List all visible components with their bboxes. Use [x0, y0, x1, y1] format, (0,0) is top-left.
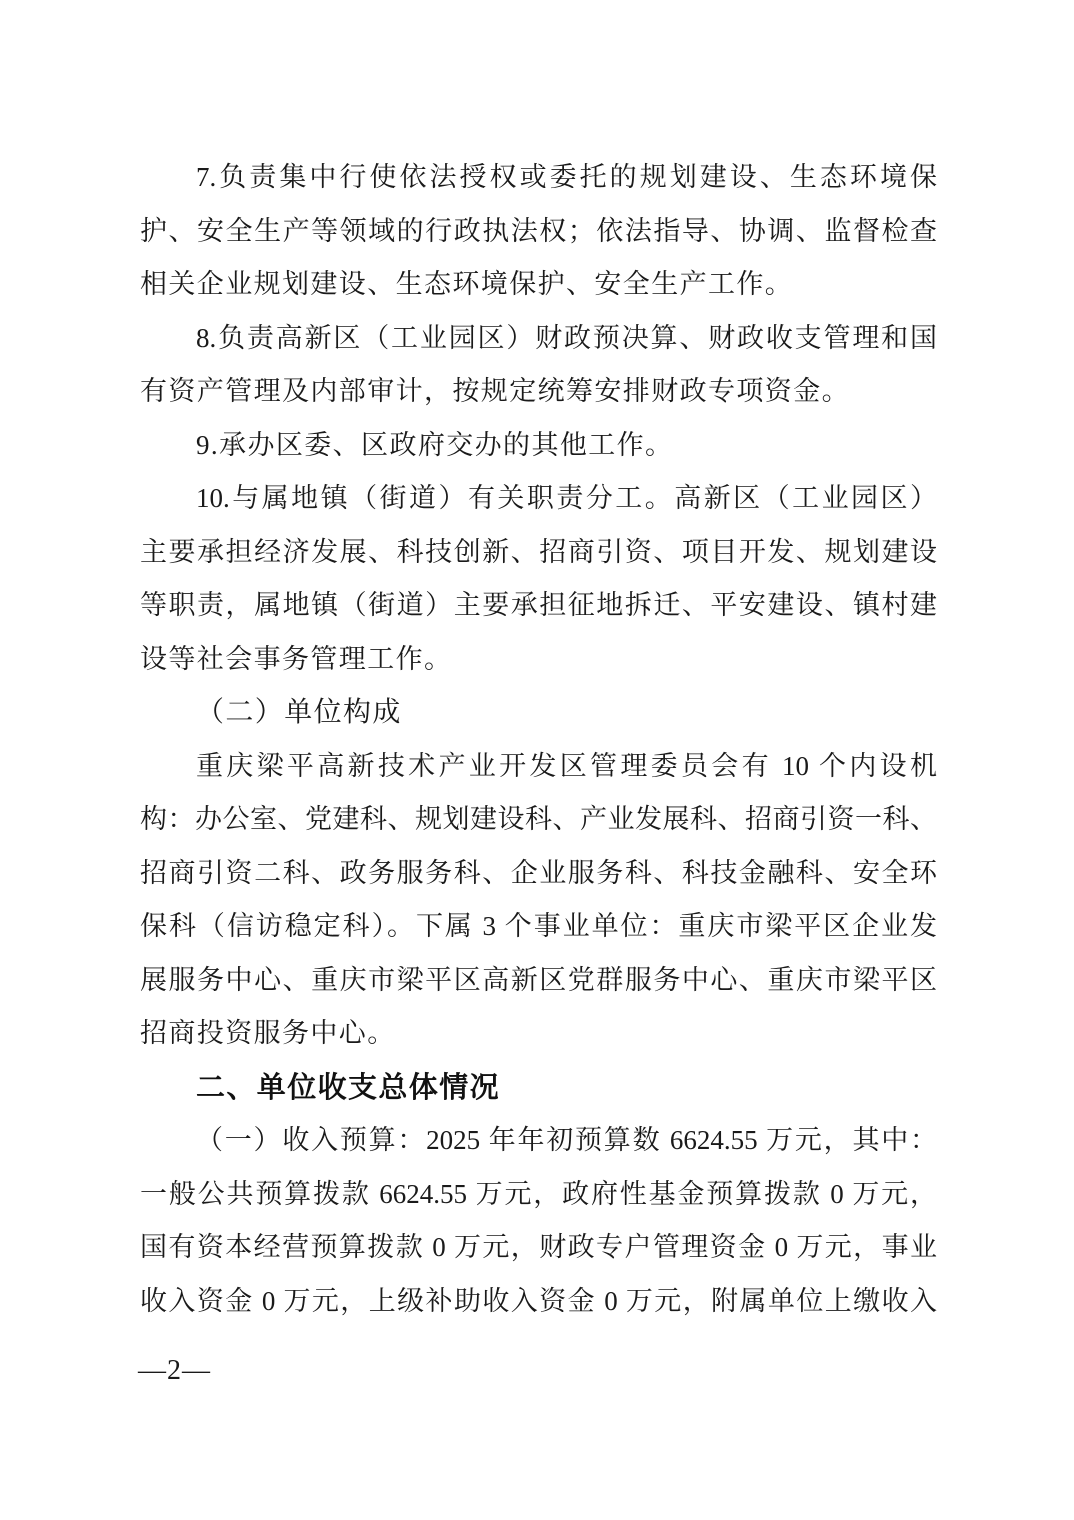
text-line: 主要承担经济发展、科技创新、招商引资、项目开发、规划建设: [140, 536, 937, 567]
text-line: 护、安全生产等领域的行政执法权；依法指导、协调、监督检查: [140, 215, 937, 246]
text-line: 9.承办区委、区政府交办的其他工作。: [196, 429, 674, 460]
text-line: 招商引资二科、政务服务科、企业服务科、科技金融科、安全环: [140, 857, 937, 888]
text-line: 8.负责高新区（工业园区）财政预决算、财政收支管理和国: [196, 322, 937, 353]
text-line: 保科（信访稳定科）。下属 3 个事业单位：重庆市梁平区企业发: [140, 911, 937, 941]
text-line: 7.负责集中行使依法授权或委托的规划建设、生态环境保: [196, 162, 937, 192]
paragraph-income-budget: [140, 1114, 937, 1328]
text-line: 相关企业规划建设、生态环境保护、安全生产工作。: [140, 269, 794, 299]
text-line: （一）收入预算：2025 年年初预算数 6624.55 万元，其中：: [196, 1125, 937, 1155]
document-body: [140, 151, 937, 1328]
text-line: 一般公共预算拨款 6624.55 万元，政府性基金预算拨款 0 万元，: [140, 1178, 937, 1209]
text-line: 收入资金 0 万元，上级补助收入资金 0 万元，附属单位上缴收入: [140, 1285, 937, 1316]
paragraph-duty-9: [140, 419, 937, 473]
text-line: 构：办公室、党建科、规划建设科、产业发展科、招商引资一科、: [140, 804, 937, 834]
text-line: 等职责，属地镇（街道）主要承担征地拆迁、平安建设、镇村建: [140, 590, 937, 620]
paragraph-unit-composition: [140, 740, 937, 1061]
paragraph-duty-10: [140, 472, 937, 686]
text-line: 国有资本经营预算拨款 0 万元，财政专户管理资金 0 万元，事业: [140, 1232, 937, 1262]
page-number: —2—: [138, 1355, 211, 1386]
section-heading: 二、单位收支总体情况: [196, 1069, 501, 1104]
text-line: 展服务中心、重庆市梁平区高新区党群服务中心、重庆市梁平区: [140, 964, 937, 995]
text-line: 10.与属地镇（街道）有关职责分工。高新区（工业园区）: [196, 483, 937, 513]
subsection-unit-composition-heading: [140, 686, 937, 740]
text-line: 有资产管理及内部审计，按规定统筹安排财政专项资金。: [140, 376, 850, 406]
text-line: 设等社会事务管理工作。: [140, 643, 453, 674]
text-line: 重庆梁平高新技术产业开发区管理委员会有 10 个内设机: [196, 750, 937, 781]
paragraph-duty-7: [140, 151, 937, 312]
subsection-heading: （二）单位构成: [196, 697, 402, 728]
section-2-heading: [140, 1061, 937, 1115]
paragraph-duty-8: [140, 312, 937, 419]
text-line: 招商投资服务中心。: [140, 1018, 396, 1048]
